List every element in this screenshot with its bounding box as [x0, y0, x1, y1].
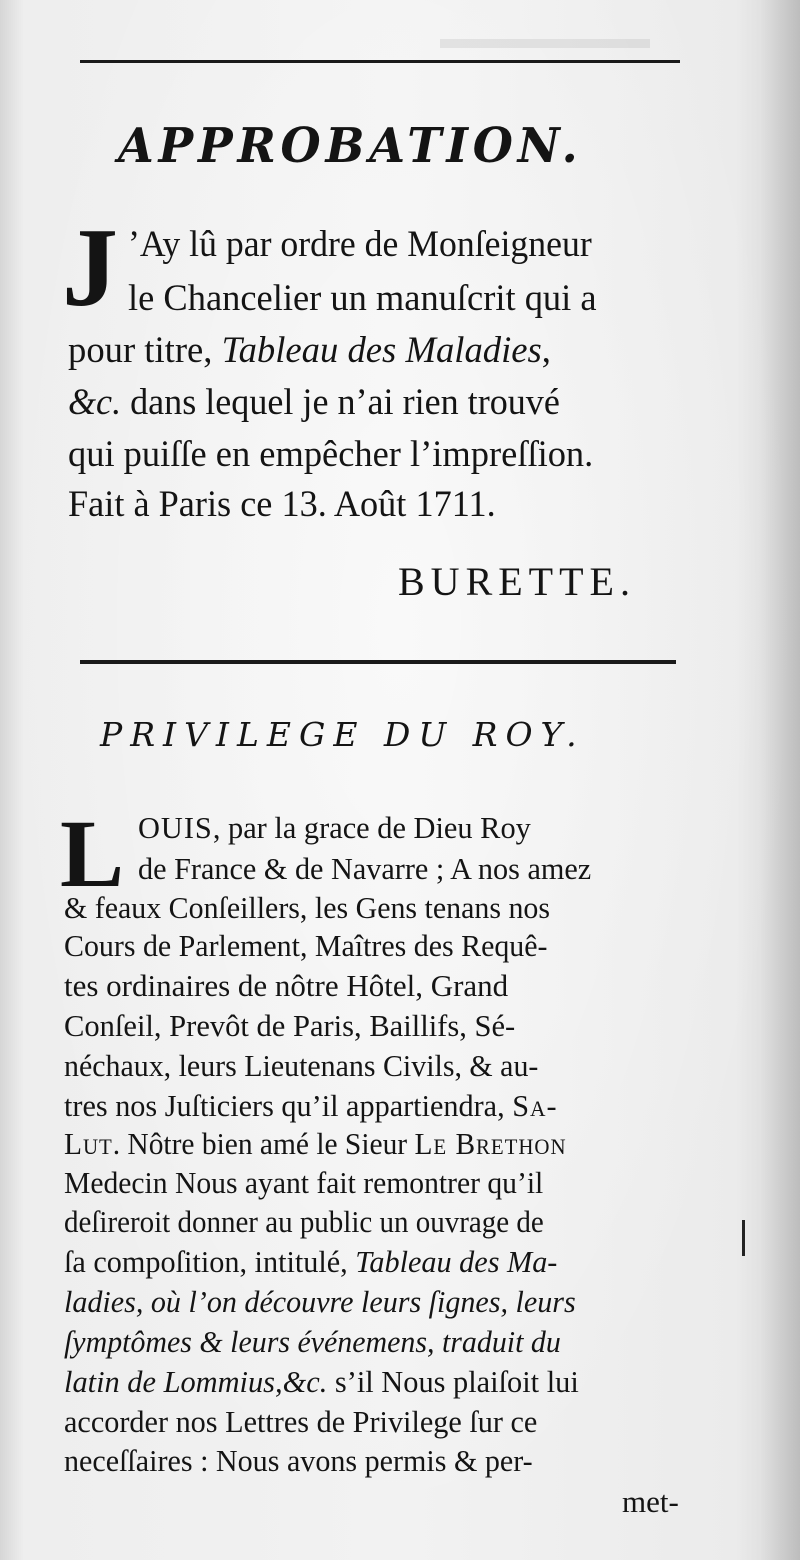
approbation-etc: &c. [68, 382, 122, 423]
privilege-book-title-start: Tableau des Ma- [355, 1244, 558, 1279]
section-rule [80, 660, 676, 664]
privilege-book-title-cont-1: ladies, où l’on découvre leurs ſignes, leurs [64, 1284, 576, 1319]
approbation-dropcap: J [62, 206, 118, 330]
approbation-line-1-text: ’Ay lû par ordre de Monſeigneur [128, 224, 592, 265]
approbation-signature: BURETTE. [398, 559, 636, 604]
margin-mark [742, 1220, 745, 1256]
approbation-line-2 [128, 280, 597, 317]
privilege-line-5-text: tes ordinaires de nôtre Hôtel, Grand [64, 968, 509, 1003]
privilege-line-17 [64, 1445, 533, 1476]
approbation-title: APPROBATION. [118, 118, 583, 174]
privilege-line-16 [64, 1406, 537, 1437]
privilege-line-13 [64, 1286, 576, 1317]
privilege-line-1-text: , par la grace de Dieu Roy [212, 810, 531, 845]
privilege-line-16-text: accorder nos Lettres de Privilege ſur ce [64, 1404, 538, 1439]
approbation-line-1 [128, 226, 592, 263]
privilege-line-6 [64, 1010, 515, 1041]
privilege-line-9-text: . Nôtre bien amé le Sieur [112, 1126, 415, 1161]
catchword: met- [622, 1484, 679, 1519]
privilege-line-10-text: Medecin Nous ayant fait remontrer qu’il [64, 1165, 544, 1200]
salut-start: Sa- [512, 1088, 558, 1123]
privilege-line-3 [64, 892, 550, 923]
privilege-line-2 [138, 853, 591, 884]
privilege-line-7 [64, 1050, 538, 1081]
approbation-date-line: Fait à Paris ce 13. Août 1711. [68, 484, 496, 525]
privilege-line-10 [64, 1167, 543, 1198]
approbation-line-3-suffix: , [541, 330, 551, 371]
privilege-dropcap: L [60, 800, 125, 907]
show-through-mark: ▬▬▬▬▬▬▬ [440, 22, 650, 55]
privilege-line-3-text: & feaux Conſeillers, les Gens tenans nos [64, 890, 551, 925]
privilege-line-9 [64, 1128, 566, 1159]
privilege-line-8-text: tres nos Juſticiers qu’il appartiendra, [64, 1088, 513, 1123]
privilege-line-12-text: ſa compoſition, intitulé, [64, 1244, 356, 1279]
privilege-line-12 [64, 1246, 557, 1277]
privilege-line-4 [64, 930, 548, 961]
privilege-line-2-text: de France & de Navarre ; A nos amez [138, 851, 592, 886]
salut-end: Lut [64, 1126, 113, 1161]
privilege-line-11 [64, 1206, 544, 1237]
privilege-line-5 [64, 970, 508, 1001]
approbation-line-4-text: dans lequel je n’ai rien trouvé [121, 382, 560, 423]
top-rule [80, 60, 680, 63]
author-name: Le Brethon [414, 1126, 567, 1161]
approbation-line-2-text: le Chancelier un manuſcrit qui a [128, 278, 597, 319]
privilege-line-8 [64, 1090, 558, 1121]
approbation-line-4 [68, 384, 560, 421]
privilege-line-11-text: deſireroit donner au public un ouvrage de [64, 1204, 544, 1239]
approbation-line-5 [68, 436, 593, 473]
privilege-line-4-text: Cours de Parlement, Maîtres des Requê- [64, 928, 548, 963]
privilege-line-17-text: neceſſaires : Nous avons permis & per- [64, 1443, 533, 1478]
privilege-line-14 [64, 1326, 561, 1357]
privilege-book-title-end: latin de Lommius,&c. [64, 1364, 328, 1399]
privilege-line-6-text: Conſeil, Prevôt de Paris, Baillifs, Sé- [64, 1008, 516, 1043]
privilege-line-15-text: s’il Nous plaiſoit lui [327, 1364, 579, 1399]
privilege-line-7-text: néchaux, leurs Lieutenans Civils, & au- [64, 1048, 539, 1083]
king-name: OUIS [138, 810, 213, 845]
approbation-book-title: Tableau des Maladies [221, 330, 542, 371]
privilege-title: PRIVILEGE DU ROY. [100, 715, 585, 754]
approbation-line-6 [68, 486, 496, 523]
privilege-line-1 [138, 812, 531, 843]
privilege-book-title-cont-2: ſymptômes & leurs événemens, traduit du [64, 1324, 561, 1359]
approbation-line-5-text: qui puiſſe en empêcher l’impreſſion. [68, 434, 594, 475]
approbation-line-3-text: pour titre, [68, 330, 222, 371]
page-edge-shadow [760, 0, 800, 1560]
approbation-line-3 [68, 332, 551, 369]
privilege-line-15 [64, 1366, 579, 1397]
